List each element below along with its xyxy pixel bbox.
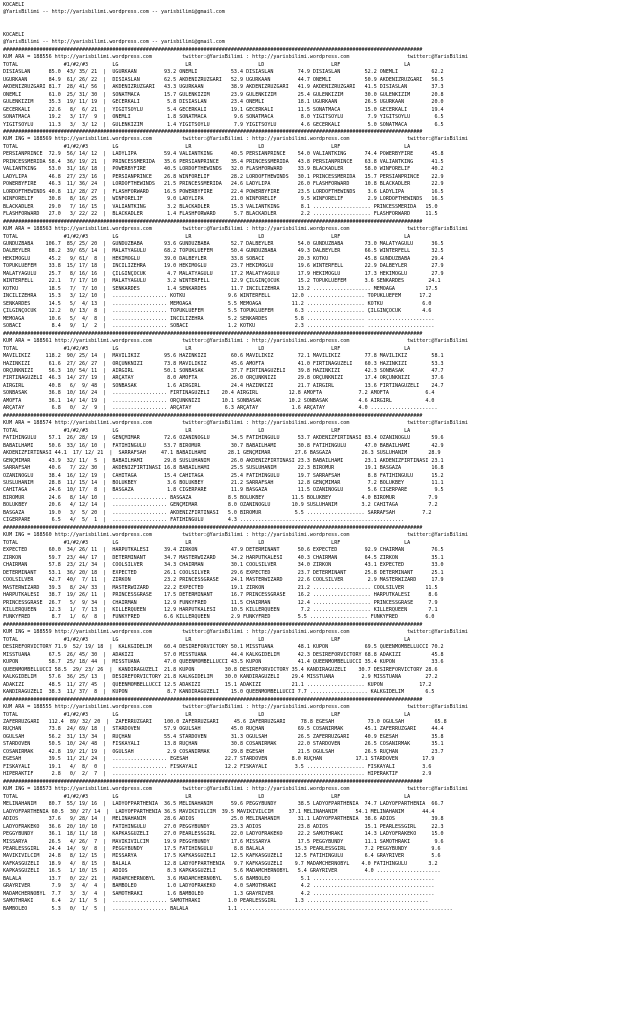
text-line: ÖNEMLI 61.0 25/ 31/ 30 | SONATMACA 15.7 GÜLENKIZIM 23.9 GÜLENKIZIM 25.4 GÜLENKIZIM 30.0 GÜLENKIZIM 20.8 xyxy=(3,91,444,98)
text-line: ADAKIZI 48.5 11/ 27/ 45 | QUEENMOMBELLUCCI 12.5 ADAKIZI 15.1 ADAKIZI 21.1 ................... KUPON 17.2 xyxy=(3,681,432,688)
text-line: BÖLÜKBEY 20.6 4/ 12/ 14 | .................. GENÇMIMAR 8.0 OZANINOGLU 10.9 SÜSLÜHANIM 3.2 CAHITAGA 7.2 xyxy=(3,502,438,509)
text-line: KOTKU 18.5 7/ 7/ 10 | SENKARDES 1.4 SENKARDES 11.7 INCILIZEHRA 13.2 ................... MEMOAGA 17.5 xyxy=(3,285,438,292)
text-line xyxy=(3,17,631,24)
text-line: ########################################################################################################################################## xyxy=(3,330,423,337)
text-line: QUEENMOMBELLUCCI 58.5 29/ 23/ 26 | KANDIRAGÜZELI 21.8 KUPON 30.8 DESIREFORVICTORY 35.4 KANDIRAGÜZELI 30.7 DESIREFORVICTORY 28.6 xyxy=(3,666,438,673)
text-line: KOCAELI xyxy=(3,2,25,8)
text-line: HIPERAKTIF 2.8 0/ 2/ 7 | .................. ................................................................ HIPERAKTIF 2.9 xyxy=(3,771,432,778)
text-line: KUM ARA = 188563 http://yarisbilimi.wordpress.com twitter:@YarisBilimi : http://yarisbilimi.wordpress.com twitter:@YarisBilimi xyxy=(3,226,468,233)
text-line: ########################################################################################################################################## xyxy=(3,412,423,419)
text-line: FUNKYFRED 8.7 1/ 6/ 8 | FUNKYFRED 6.6 KILLERQUEEN 2.9 FUNKYFRED 5.5 ................... FUNKYFRED 6.0 xyxy=(3,614,435,621)
text-line: COOLSILVER 42.7 40/ 7/ 11 | ZIRKON 23.2 PRINCESSGRASE 24.1 MASTERWIZARD 22.6 COOLSILVER 2.9 MASTERWIZARD 17.9 xyxy=(3,577,444,584)
text-line: PRINCESSGRASE 26.7 5/ 9/ 34 | CHAIRMAN 12.9 FUNKYFRED 11.5 CHAIRMAN 12.4 ................... PRINCESSGRASE 7.9 xyxy=(3,599,438,606)
text-line: CIGERPARE 6.5 4/ 5/ 1 | .................. FATIHINGÜLÜ 4.3 ...................................................... xyxy=(3,517,405,524)
text-line: KUM ING = 188569 http://yarisbilimi.wordpress.com twitter:@YarisBilimi : http://yarisbilimi.wordpress.com twitter:@YarisBilimi xyxy=(3,136,468,143)
text-line: GÜLENKIZIM 35.3 19/ 11/ 19 | GECERKALI 5.8 DISIASLAN 23.4 ÖNEMLI 18.1 UGURKAAN 26.5 UGURKAAN 20.0 xyxy=(3,99,444,106)
text-line: TOTAL #1/#2/#3 LG LR LD LRF LA xyxy=(3,793,411,800)
text-line: KALKGIDELIM 57.6 36/ 25/ 13 | DESIREFORVICTORY 21.8 KALKGIDELIM 30.0 KANDIRAGÜZELI 29.4 MISSTUANA 2.9 MISSTUANA 27.2 xyxy=(3,674,438,681)
text-line: ZIRKON 59.7 23/ 44/ 17 | DETERMINANT 34.7 MASTERWIZARD 34.2 HARPUTKALESI 40.3 CHAIRMAN 64.5 ZIRKON 35.1 xyxy=(3,554,444,561)
text-line: STARDÖVEN 50.5 10/ 24/ 48 | FISKAYALI 13.8 RÜÇHAN 30.8 COSANIRMAK 22.0 STARDÖVEN 26.5 COSANIRMAK 35.1 xyxy=(3,741,444,748)
text-line: COSANIRMAK 42.8 19/ 21/ 19 | OGULSAH 2.9 COSANIRMAK 29.8 EGESAH 21.5 OGULSAH 26.5 RÜÇHAN 23.7 xyxy=(3,748,444,755)
text-line: TOTAL #1/#2/#3 LG LR LD LRF LA xyxy=(3,711,411,718)
text-line: ########################################################################################################################################## xyxy=(3,524,423,531)
text-line: BALALA 13.7 0/ 22/ 21 | MADAMCHERNOBYL 3.6 MADAMCHERNOBYL 5.6 BAMBOLEO 5.1 ........................................ xyxy=(3,875,435,882)
text-line: UGURKAAN 84.9 61/ 26/ 22 | DISIASLAN 62.5 AKDENIZRÜZGARI 52.9 UGURKAAN 44.7 ÖNEMLI 50.9 AKDENIZRÜZGARI 56.5 xyxy=(3,76,444,83)
text-line: SÜSLÜHANIM 28.8 11/ 15/ 14 | BÖLÜKBEY 3.6 BÖLÜKBEY 21.2 SARRAFSAH 12.8 GENÇMIMAR 7.2 BÖLÜKBEY 11.1 xyxy=(3,480,444,486)
text-line: MALATYAGÜLÜ 25.7 8/ 16/ 16 | ÇILGINÇOCUK 4.7 MALATYAGÜLÜ 17.2 MALATYAGÜLÜ 17.9 HEKIMOGLU 17.3 HEKIMOGLU 27.9 xyxy=(3,270,444,277)
text-line: TOTAL #1/#2/#3 LG LR LD LRF LA xyxy=(3,636,411,643)
text-line: BABAILHAMI 50.6 33/ 16/ 10 | FATIHINGÜLÜ 53.7 BIRÖMÜR 30.7 BABAILHAMI 30.8 FATIHINGÜLÜ 47.0 BABAILHAMI 42.9 xyxy=(3,442,444,449)
text-line: KAPKASGÜZELI 16.5 1/ 10/ 15 | ADIOS 8.3 KAPKASGÜZELI 5.6 MADAMCHERNOBYL 5.4 GRAYRIVER 4.0 ..................... xyxy=(3,868,441,875)
text-line: PRINCESSMERIDA 58.4 36/ 19/ 21 | PRINCESSMERIDA 35.6 PERSIANPRINCE 35.4 PRINCESSMERIDA 43.8 PERSIANPRINCE 63.8 VALIANTKING 41.5 xyxy=(3,158,444,165)
text-line: AKDENIZFIRTINASI 44.1 17/ 12/ 21 | SARRAFSAH 47.1 BABAILHAMI 28.1 GENÇMIMAR 27.6 BASGAZA 26.3 SÜSLÜHANIM 28.9 xyxy=(3,450,441,457)
text-line: ########################################################################################################################################## xyxy=(3,218,423,225)
text-line: MAVILIKIZ 118.2 90/ 25/ 14 | MAVILIKIZ 95.6 HAZINKIZI 60.6 MAVILIKIZ 72.1 MAVILIKIZ 77.8 MAVILIKIZ 58.1 xyxy=(3,353,444,360)
text-line: MADAMCHERNOBYL 7.7 3/ 3/ 4 | SAMOTHRAKI 1.6 BAMBOLEO 1.3 GRAYRIVER 4.2 ........................................ xyxy=(3,890,435,897)
text-line: ÇILGINÇOCUK 12.2 0/ 13/ 8 | .................. TOPUKLUEFEM 5.5 TOPUKLUEFEM 6.3 ................... ÇILGINÇOCUK 4.6 xyxy=(3,308,432,315)
text-line: OGULSAH 56.2 31/ 13/ 34 | RÜÇHAN 55.4 STARDÖVEN 31.3 OGULSAH 26.5 ZAFERRÜZGARI 40.9 EGESAH 35.8 xyxy=(3,733,444,740)
text-line: GÜNDÜZBABA 106.7 85/ 25/ 20 | GÜNDÜZBABA 93.6 GÜNDÜZBABA 52.7 DALBEYLER 54.0 GÜNDÜZBABA 73.0 MALATYAGÜLÜ 36.5 xyxy=(3,241,444,247)
text-line: ########################################################################################################################################## xyxy=(3,778,423,785)
text-line: MISSARYA 26.5 4/ 26/ 7 | MAVIKIVILCIM 19.9 PEGGYBUNDY 17.6 MISSARYA 17.5 PEGGYBUNDY 11.1 SAMOTHRAKI 9.6 xyxy=(3,838,444,845)
text-line: SARRAFSAH 40.6 7/ 22/ 30 | AKDENIZFIRTINASI 16.8 BABAILHAMI 25.5 SÜSLÜHANIM 22.3 BIRÖMÜR 19.1 BASGAZA 16.8 xyxy=(3,465,444,472)
text-line: PEARLESSGIRL 24.4 14/ 9/ 8 | PEGGYBUNDY 17.5 FATIHINGÜLÜ 8.8 BALALA 15.3 PEARLESSGIRL 7.2 PEGGYBUNDY 9.6 xyxy=(3,845,441,852)
text-line: FATIHINGÜLÜ 57.1 26/ 28/ 19 | GENÇMIMAR 72.6 OZANINOGLU 34.5 FATIHINGÜLÜ 53.7 AKDENIZFIRTINASI 83.4 OZANINOGLU 59.6 xyxy=(3,435,444,442)
text-line: KUM ING = 188573 http://yarisbilimi.wordpress.com twitter:@YarisBilimi : http://yarisbilimi.wordpress.com twitter:@YarisBilimi xyxy=(3,786,468,793)
text-line: KUM ARA = 188574 http://yarisbilimi.wordpress.com twitter:@YarisBilimi : http://yarisbilimi.wordpress.com twitter:@YarisBilimi xyxy=(3,420,468,427)
text-line: POWERBYFIRE 46.3 11/ 36/ 24 | LORDOFTHEWINDS 21.5 PRINCESSMERIDA 24.6 LADYLIPA 26.0 FLASHFORWARD 10.8 BLACKADLER 22.9 xyxy=(3,181,444,188)
text-line: MELINAHANIM 80.7 55/ 19/ 16 | LADYOFPARTHENIA 36.5 MELINAHANIM 59.6 PEGGYBUNDY 38.5 LADYOFPARTHENIA 74.7 LADYOFPARTHENIA 66.7 xyxy=(3,801,444,808)
text-line: WINFORELIF 30.8 8/ 16/ 25 | WINFORELIF 9.0 LADYLIPA 21.0 WINFORELIF 9.5 WINFORELIF 2.9 LORDOFTHEWINDS 16.5 xyxy=(3,196,444,203)
text-line: TOTAL #1/#2/#3 LG LR LD LRF LA xyxy=(3,427,411,434)
text-line: MAVIKIVILCIM 24.8 8/ 12/ 15 | MISSARYA 17.5 KAFKASGÜZELI 12.5 KAFKASGÜZELI 12.5 FATIHINGÜLÜ 6.4 GRAYRIVER 5.6 xyxy=(3,853,441,860)
text-line: HAZINKIZI 61.6 27/ 26/ 27 | ORÇUNKNIZI 73.8 MAVILIKIZ 45.6 AMOFTA 41.0 FIRTINAGÜZELI 60.3 HAZINKIZI 53.3 xyxy=(3,360,444,367)
text-line: YIGITSOYLU 11.3 3/ 3/ 12 | GÜLENKIZIM 1.4 YIGITSOYLU 7.9 YIGITSOYLU 4.6 GECERKALI 5.0 SONATMACA 6.5 xyxy=(3,121,444,128)
text-line: CAHITAGA 24.6 10/ 17/ 8 | BASGAZA 1.8 CIGERPARE 11.9 BASGAZA 11.5 OZANINOGLU 5.6 CIGERPARE 9.5 xyxy=(3,487,444,494)
text-line: LORDOFTHEWINDS 40.8 11/ 28/ 27 | FLASHFORWARD 16.5 POWERBYFIRE 22.4 POWERBYFIRE 23.5 LORDOFTHEWINDS 3.6 LADYLIPA 16.5 xyxy=(3,188,444,195)
text-line: LADYOFPARTHENIA 60.5 30/ 27/ 14 | LADYOFPARTHENIA 36.5 MAVIKIVILCIM 39.5 MAVIKIVILCIM 37.1 MELINAHANIM 54.1 MELINAHANIM 44.4 xyxy=(3,808,435,815)
text-line: CHAIRMAN 57.8 23/ 21/ 34 | COOLSILVER 34.3 CHAIRMAN 30.1 COOLSILVER 34.0 ZIRKON 43.1 EXPECTED 33.0 xyxy=(3,562,444,569)
text-line: BASGAZA 19.0 3/ 5/ 20 | .................. AKDENIZFIRTINASI 5.0 BIRÖMÜR 5.5 ................... SARRAFSAH 7.2 xyxy=(3,509,432,516)
text-line: ORÇUNKNIZI 56.3 10/ 54/ 11 | AIRGIRL 50.1 SONBASAK 37.7 FIRTINAGÜZELI 39.8 HAZINKIZI 42.3 SONBASAK 47.7 xyxy=(3,367,444,374)
text-line: TOTAL #1/#2/#3 LG LR LD LRF LA xyxy=(3,143,411,150)
text-line: TOTAL #1/#2/#3 LG LR LD LRF LA xyxy=(3,61,411,68)
text-line: TOTAL #1/#2/#3 LG LR LD LRF LA xyxy=(3,233,411,240)
text-line: @YarisBilimi -- http://yarisbilimi.wordpress.com -- yarisbilimi@gmail.com xyxy=(3,9,225,16)
text-line: DETERMINANT 53.1 36/ 20/ 18 | EXPECTED 26.1 COOLSILVER 29.6 EXPECTED 23.7 DETERMINANT 25.8 DETERMINANT 25.1 xyxy=(3,569,444,576)
text-line: HARPUTKALESI 38.7 19/ 26/ 11 | PRINCESSGRASE 17.5 DETERMINANT 16.7 PRINCESSGRASE 16.2 ................... HARPUTKALESI 8.6 xyxy=(3,592,438,599)
text-line: MEMOAGA 10.6 5/ 4/ 8 | .................. INCILIZEHRA 5.2 SENKARDES 5.8 ................... ...................... xyxy=(3,315,435,322)
text-line: ########################################################################################################################################## xyxy=(3,621,423,628)
text-line: DESIREFORVICTORY 71.9 52/ 19/ 18 | KALKGIDELIM 60.4 DESIREFORVICTORY 50.1 MISSTUANA 48.1 KUPON 69.5 QUEENMOMBELLUCCI 70.2 xyxy=(3,644,444,651)
text-line: GENÇMIMAR 43.9 32/ 11/ 5 | BABAILHAMI 29.8 SÜSLÜHANIM 26.0 AKDENIZFIRTINASI 23.3 BABAILHAMI 23.1 AKDENIZFIRTINASI 23.1 xyxy=(3,457,444,464)
text-line: RÜÇHAN 73.8 24/ 69/ 18 | STARDÖVEN 57.9 OGULSAH 45.0 RÜÇHAN 69.5 COSANIRMAK 45.1 ZAFERRÜZGARI 44.4 xyxy=(3,726,444,733)
text-line xyxy=(3,24,631,31)
text-line: KILLERQUEEN 12.3 1/ 7/ 13 | KILLERQUEEN 12.9 HARPUTKALESI 10.5 KILLERQUEEN 7.2 ................... KILLERQUEEN 7.1 xyxy=(3,606,438,613)
text-line: ########################################################################################################################################## xyxy=(3,128,423,135)
text-line: KUM ARA = 188555 http://yarisbilimi.wordpress.com twitter:@YarisBilimi : http://yarisbilimi.wordpress.com twitter:@YarisBilimi xyxy=(3,704,468,711)
text-line: SONBASAK 36.8 10/ 16/ 24 | .................. FIRTINAGÜZELI 20.4 AIRGIRL 12.8 AMOFTA 7.2 AMOFTA 6.4 xyxy=(3,390,435,397)
text-line: KUM ARA = 188556 http://yarisbilimi.wordpress.com twitter:@YarisBilimi : http://yarisbilimi.wordpress.com twitter:@YarisBilimi xyxy=(3,54,468,61)
text-line: KUPON 58.7 25/ 18/ 44 | MISSTUANA 47.0 QUEENMOMBELLUCCI 43.5 KUPON 41.4 QUEENMOMBELLUCCI 35.4 KUPON 33.6 xyxy=(3,659,444,666)
text-line: MASTERWIZARD 39.3 8/ 24/ 33 | MASTERWIZARD 22.2 EXPECTED 19.1 ZIRKON 21.2 ................... COOLSILVER 11.5 xyxy=(3,584,438,591)
text-line: LADYLIPA 46.8 27/ 23/ 16 | PERSIANPRINCE 26.8 WINFORELIF 28.2 LORDOFTHEWINDS 30.1 PRINCESSMERIDA 15.7 PERSIANPRINCE 22.9 xyxy=(3,173,444,180)
text-line: GRAYRIVER 7.9 3/ 4/ 4 | BAMBOLEO 1.0 LADYOFRAKEKO 4.0 SAMOTHRAKI 4.2 ........................................ xyxy=(3,883,435,890)
text-line: FIRTINAGÜZELI 46.3 14/ 27/ 19 | ARÇATAY 8.0 AMOFTA 26.0 ORÇUNKNIZI 29.8 ORÇUNKNIZI 17.4 ORÇUNKNIZI 37.6 xyxy=(3,375,444,382)
text-line: OZANINOGLU 38.4 16/ 12/ 19 | CAHITAGA 15.4 CAHITAGA 25.4 FATIHINGÜLÜ 19.7 SARRAFSAH 8.8 FATIHINGÜLÜ 15.2 xyxy=(3,472,444,479)
text-line: EXPECTED 60.0 34/ 26/ 11 | HARPUTKALESI 39.4 ZIRKON 47.9 DETERMINANT 50.6 EXPECTED 92.9 CHAIRMAN 76.5 xyxy=(3,547,444,554)
text-line: FISKAYALI 19.1 4/ 8/ 0 | .................. FISKAYALI 12.2 FISKAYALI 3.5 ................... FISKAYALI 3.6 xyxy=(3,763,432,770)
text-line: KOCAELI xyxy=(3,31,25,38)
text-line: KUM ARA = 188561 http://yarisbilimi.wordpress.com twitter:@YarisBilimi : http://yarisbilimi.wordpress.com twitter:@YarisBilimi xyxy=(3,338,468,345)
text-line: EGESAH 39.5 11/ 21/ 24 | .................. EGESAH 22.7 STARDÖVEN 8.0 RÜÇHAN 17.1 STARDÖVEN 17.9 xyxy=(3,756,435,763)
text-line: FLASHFORWARD 27.0 3/ 22/ 22 | BLACKADLER 1.4 FLASHFORWARD 5.7 BLACKADLER 2.2 ................... FLASHFORWARD 11.5 xyxy=(3,211,438,218)
text-line: KUM ING = 188559 http://yarisbilimi.wordpress.com twitter:@YarisBilimi : http://yarisbilimi.wordpress.com twitter:@YarisBilimi xyxy=(3,629,468,636)
text-line: BAMBOLEO 5.3 0/ 1/ 5 | .................. BALALA 1.1 ...................................................................... xyxy=(3,905,453,912)
text-line: SONATMACA 19.2 3/ 17/ 9 | ÖNEMLI 1.8 SONATMACA 9.6 SONATMACA 8.0 YIGITSOYLU 7.9 YIGITSOYLU 6.5 xyxy=(3,114,444,121)
text-line: LADYOFRAKEKO 36.6 20/ 10/ 10 | FATIHINGÜLÜ 27.0 PEGGYBUNDY 23.3 ADIOS 23.8 ADIOS 15.1 PEARLESSGIRL 22.3 xyxy=(3,823,444,830)
text-line: INCILIZEHRA 15.3 3/ 12/ 10 | .................. KOTKU 9.6 WINTERFELL 12.0 ................... TOPUKLUEFEM 17.2 xyxy=(3,293,432,300)
text-line: PERSIANPRINCE 72.9 56/ 14/ 12 | LADYLIPA 59.4 VALIANTKING 40.5 PERSIANPRINCE 54.0 VALIANTKING 74.4 POWERBYFIRE 45.8 xyxy=(3,151,444,158)
text-line: VALIANTKING 53.0 31/ 16/ 18 | POWERBYFIRE 40.5 LORDOFTHEWINDS 32.0 FLASHFORWARD 33.9 BLACKADLER 58.0 WINFORELIF 40.2 xyxy=(3,166,444,173)
text-line: DALBEYLER 88.2 39/ 65/ 14 | MALATYAGÜLÜ 68.2 TOPUKLUEFEM 50.4 GÜNDÜZBABA 49.3 DALBEYLER 66.5 WINTERFELL 32.5 xyxy=(3,248,444,255)
text-line: AMOFTA 36.1 14/ 14/ 19 | .................. ORÇUNKNIZI 10.1 SONBASAK 10.2 SONBASAK 4.6 AIRGIRL 4.0 xyxy=(3,397,435,404)
text-line: KUM ING = 188560 http://yarisbilimi.wordpress.com twitter:@YarisBilimi : http://yarisbilimi.wordpress.com twitter:@YarisBilimi xyxy=(3,532,468,539)
text-line: ########################################################################################################################################## xyxy=(3,696,423,703)
text-line: TOPUKLUEFEM 33.8 15/ 17/ 18 | INCILIZEHRA 19.0 HEKIMOGLU 23.7 HEKIMOGLU 19.6 WINTERFELL 22.9 DALBEYLER 27.9 xyxy=(3,263,444,270)
text-line: KAFKASGÜZELI 18.9 4/ 8/ 15 | BALALA 12.8 LADYOFPARTHENIA 9.7 KAFKASGÜZELI 9.7 MADAMCHERNOBYL 4.0 FATIHINGÜLÜ 3.2 xyxy=(3,860,438,867)
text-line: ADIOS 37.6 9/ 28/ 14 | MELINAHANIM 28.6 ADIOS 25.0 MELINAHANIM 31.1 LADYOFPARTHENIA 38.6 ADIOS 39.8 xyxy=(3,816,444,823)
text-line: BLACKADLER 29.0 7/ 16/ 15 | VALIANTKING 3.2 BLACKADLER 15.3 VALIANTKING 8.1 ................... PRINCESSMERIDA 15.0 xyxy=(3,203,438,210)
text-line: SAMOTHRAKI 6.4 2/ 11/ 5 | .................. SAMOTHRAKI 1.0 PEARLESSGIRL 1.3 ........................................ xyxy=(3,898,429,905)
text-line: ########################################################################################################################################## xyxy=(3,46,423,53)
text-line: BIRÖMÜR 24.6 8/ 14/ 10 | .................. BASGAZA 8.5 BÖLÜKBEY 11.5 BÖLÜKBEY 4.0 BIRÖMÜR 7.9 xyxy=(3,494,438,501)
text-line: ARÇATAY 6.8 0/ 2/ 9 | .................. ARÇATAY 6.3 ARÇATAY 1.6 ARÇATAY 4.0 ...................... xyxy=(3,405,438,412)
text-line: AKDENIZRÜZGARI 81.7 28/ 41/ 56 | AKDENIZRÜZGARI 43.3 UGURKAAN 38.9 AKDENIZRÜZGARI 41.9 AKDENIZRÜZGARI 41.5 DISIASLAN 37.3 xyxy=(3,84,444,91)
text-line: HEKIMOGLU 45.2 9/ 61/ 8 | HEKIMOGLU 39.0 DALBEYLER 33.8 SOBACI 20.3 KOTKU 45.8 GÜNDÜZBABA 29.4 xyxy=(3,255,444,262)
text-line: KANDIRAGÜZELI 38.3 11/ 37/ 8 | KUPON 8.7 KANDIRAGÜZELI 15.0 QUEENMOMBELLUCCI 7.7 ................... KALKGIDELIM 6.5 xyxy=(3,689,435,696)
text-line: ZAFERRÜZGARI 112.4 89/ 32/ 20 | ZAFERRÜZGARI 100.0 ZAFERRÜZGARI 45.6 ZAFERRÜZGARI 78.8 EGESAH 73.0 OGULSAH 65.8 xyxy=(3,719,447,725)
text-line: GECERKALI 22.6 8/ 6/ 21 | YIGITSOYLU 5.4 GECERKALI 19.1 GECERKALI 11.5 SONATMACA 15.0 GECERKALI 19.4 xyxy=(3,106,444,113)
text-line: SENKARDES 14.5 5/ 4/ 13 | .................. MEMOAGA 5.5 MEMOAGA 11.2 ................... KOTKU 6.0 xyxy=(3,300,432,307)
text-line: TOTAL #1/#2/#3 LG LR LD LRF LA xyxy=(3,539,411,546)
text-line: SOBACI 8.4 9/ 1/ 2 | .................. SOBACI 1.2 KOTKU 2.3 ................... ...................... xyxy=(3,323,435,330)
text-line: TOTAL #1/#2/#3 LG LR LD LRF LA xyxy=(3,345,411,352)
text-line: @YarisBilimi -- http://yarisbilimi.wordpress.com -- yarisbilimi@gmail.com xyxy=(3,39,225,46)
text-line: WINTERFELL 22.1 7/ 17/ 10 | MALATYAGÜLÜ 3.2 WINTERFELL 12.9 ÇILGINÇOCUK 15.2 TOPUKLUEFEM 3.6 SENKARDES 24.1 xyxy=(3,278,441,285)
text-line: PEGGYBUNDY 36.1 18/ 11/ 18 | KAPKASGÜZELI 27.0 PEARLESSGIRL 22.0 LADYOFRAKEKO 22.2 SAMOTHRAKI 14.3 LADYOFRAKEKO 15.0 xyxy=(3,831,444,838)
text-line: AIRGIRL 40.8 6/ 9/ 48 | SONBASAK 1.6 AIRGIRL 24.4 HAZINKIZI 21.7 AIRGIRL 13.6 FIRTINAGÜZELI 24.7 xyxy=(3,382,444,389)
text-line: DISIASLAN 85.0 43/ 35/ 21 | UGURKAAN 93.2 ÖNEMLI 53.4 DISIASLAN 74.9 DISIASLAN 52.2 ÖNEMLI 62.2 xyxy=(3,69,444,76)
text-line: MISSTUANA 67.5 26/ 45/ 30 | ADAKIZI 57.0 MISSTUANA 44.4 KALKGIDELIM 42.3 DESIREFORVICTORY 68.8 ADAKIZI 45.8 xyxy=(3,651,444,658)
